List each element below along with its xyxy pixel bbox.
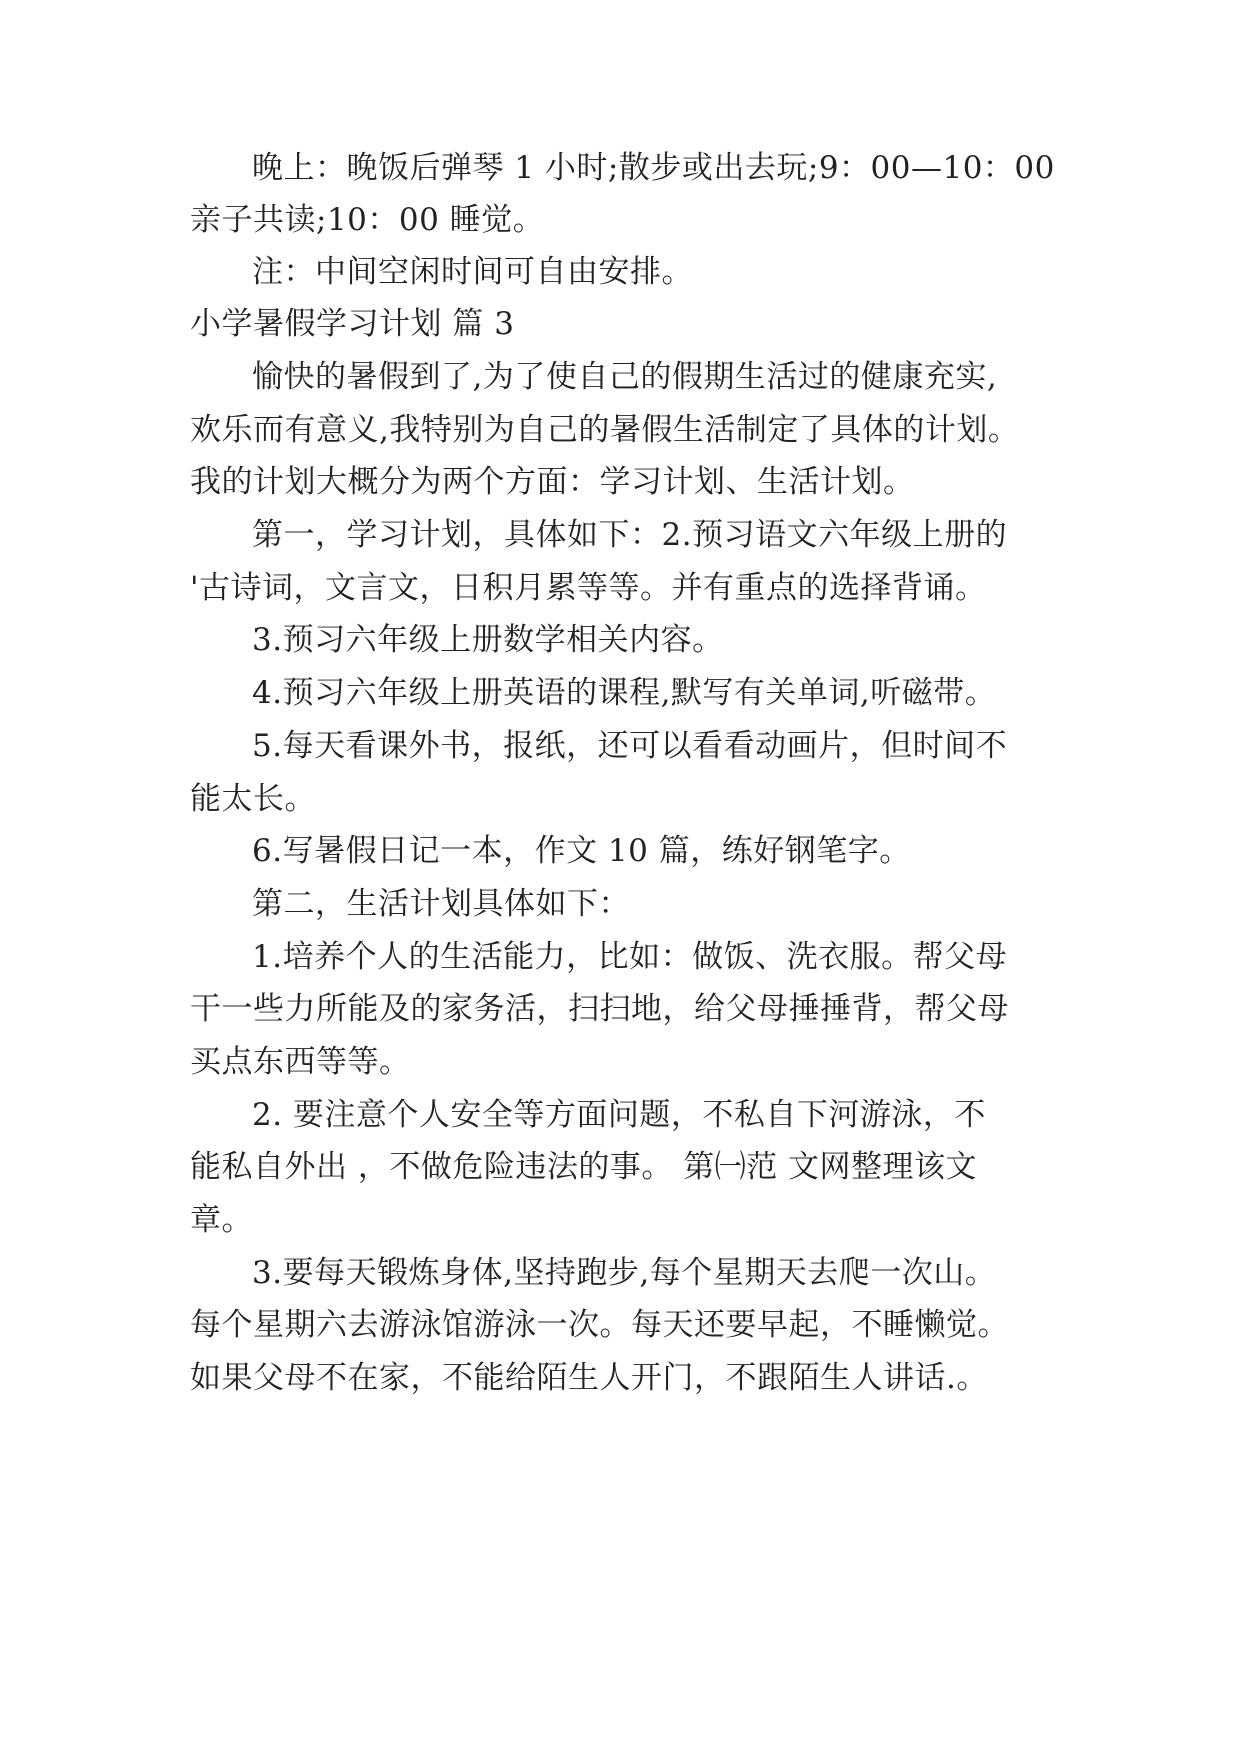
paragraph-line: '古诗词，文言文，日积月累等等。并有重点的选择背诵。 [190, 570, 987, 606]
paragraph-line: 我的计划大概分为两个方面：学习计划、生活计划。 [190, 464, 915, 500]
paragraph-line: 4.预习六年级上册英语的课程,默写有关单词,听磁带。 [252, 675, 997, 711]
paragraph-line: 注：中间空闲时间可自由安排。 [252, 254, 693, 290]
paragraph-line: 亲子共读;10：00 睡觉。 [190, 202, 545, 238]
paragraph-line: 如果父母不在家，不能给陌生人开门，不跟陌生人讲话.。 [190, 1360, 988, 1396]
paragraph-line: 章。 [190, 1202, 253, 1238]
paragraph-line: 晚上：晚饭后弹琴 1 小时;散步或出去玩;9：00—10：00 [252, 150, 1055, 186]
paragraph-line: 3.预习六年级上册数学相关内容。 [252, 622, 724, 658]
paragraph-line: 2. 要注意个人安全等方面问题，不私自下河游泳，不 [252, 1097, 986, 1133]
paragraph-line: 欢乐而有意义,我特别为自己的暑假生活制定了具体的计划。 [190, 412, 1020, 448]
paragraph-line: 3.要每天锻炼身体,坚持跑步,每个星期天去爬一次山。 [252, 1255, 997, 1291]
paragraph-line: 第二，生活计划具体如下： [252, 886, 630, 922]
paragraph-line: 5.每天看课外书，报纸，还可以看看动画片，但时间不 [252, 728, 1008, 764]
paragraph-line: 每个星期六去游泳馆游泳一次。每天还要早起，不睡懒觉。 [190, 1307, 1009, 1343]
paragraph-line: 愉快的暑假到了,为了使自己的假期生活过的健康充实, [252, 359, 998, 395]
paragraph-line: 能太长。 [190, 781, 316, 817]
paragraph-line: 1.培养个人的生活能力，比如：做饭、洗衣服。帮父母 [252, 939, 1008, 975]
paragraph-line: 买点东西等等。 [190, 1044, 411, 1080]
paragraph-line: 干一些力所能及的家务活，扫扫地，给父母捶捶背，帮父母 [190, 991, 1009, 1027]
paragraph-line: 6.写暑假日记一本，作文 10 篇，练好钢笔字。 [252, 833, 911, 869]
paragraph-line: 第一，学习计划，具体如下：2.预习语文六年级上册的 [252, 517, 1008, 553]
section-heading: 小学暑假学习计划 篇 3 [190, 306, 515, 342]
paragraph-line: 能私自外出 ，不做危险违法的事。 第㈠范 文网整理该文 [190, 1149, 978, 1185]
